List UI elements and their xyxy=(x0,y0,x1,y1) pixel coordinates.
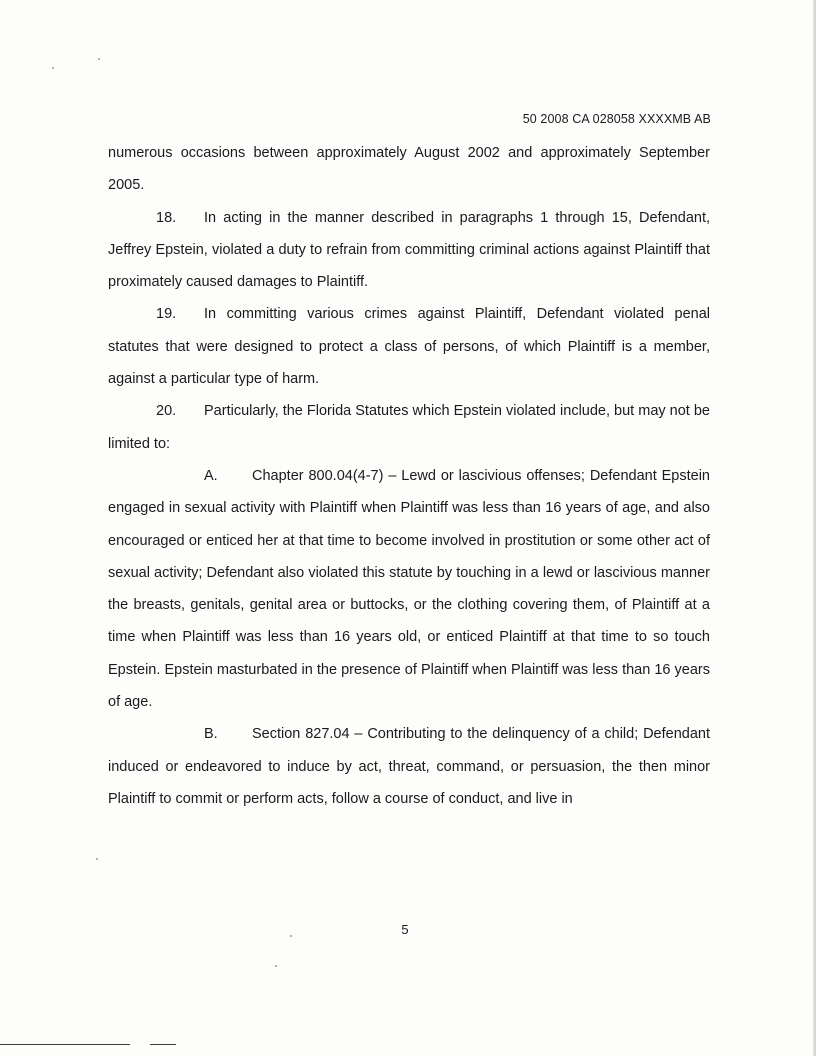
scan-speck xyxy=(275,965,277,967)
scan-speck xyxy=(98,58,100,60)
page-number xyxy=(0,922,816,937)
paragraph-number: 19. xyxy=(156,306,177,323)
subparagraph-a xyxy=(108,460,710,718)
case-number: 50 2008 CA 028058 XXXXMB AB xyxy=(522,112,711,126)
subparagraph-b xyxy=(108,718,710,815)
paragraph-number: 18. xyxy=(156,209,177,226)
paragraph-text: In acting in the manner described in paragraphs 1 through 15, Defendant, Jeffrey Epstein, violated a duty to refrain from committing criminal actions against Plaintiff that proximately caused damages to Plaintiff. xyxy=(108,209,710,291)
paragraph-text: Particularly, the Florida Statutes which Epstein violated include, but may not be limited to: xyxy=(108,403,710,452)
footer-rule xyxy=(150,1044,176,1045)
subparagraph-letter: A. xyxy=(204,467,218,484)
paragraph-18 xyxy=(108,202,710,299)
paragraph-number: 20. xyxy=(156,403,177,420)
paragraph-continuation: numerous occasions between approximately August 2002 and approximately September 2005. xyxy=(108,145,710,194)
subparagraph-text: Chapter 800.04(4-7) – Lewd or lascivious offenses; Defendant Epstein engaged in sexual activity with Plaintiff when Plaintiff was less than 16 years of age, and also encouraged or enticed her at that time to become involved in prostitution or some other act of sexual activity; Defendant also violated this statute by touching in a lewd or lascivious manner the breasts, genitals, genital area or buttocks, or the clothing covering them, of Plaintiff at a time when Plaintiff was less than 16 years old, or enticed Plaintiff at that time to so touch Epstein. Epstein masturbated in the presence of Plaintiff when Plaintiff was less than 16 years of age. xyxy=(108,467,710,711)
scan-speck xyxy=(52,67,54,69)
scan-speck xyxy=(96,858,98,860)
paragraph-20 xyxy=(108,395,710,460)
subparagraph-text: Section 827.04 – Contributing to the delinquency of a child; Defendant induced or endeavored to induce by act, threat, command, or persuasion, the then minor Plaintiff to commit or perform acts, follow a course of conduct, and live in xyxy=(108,726,710,807)
document-body xyxy=(108,137,710,815)
footer-rule xyxy=(0,1044,130,1045)
paragraph-text: In committing various crimes against Plaintiff, Defendant violated penal statutes that were designed to protect a class of persons, of which Plaintiff is a member, against a particular type of harm. xyxy=(108,306,710,388)
paragraph-19 xyxy=(108,298,710,395)
subparagraph-letter: B. xyxy=(204,726,218,743)
page-number-text: 5 xyxy=(401,922,409,937)
